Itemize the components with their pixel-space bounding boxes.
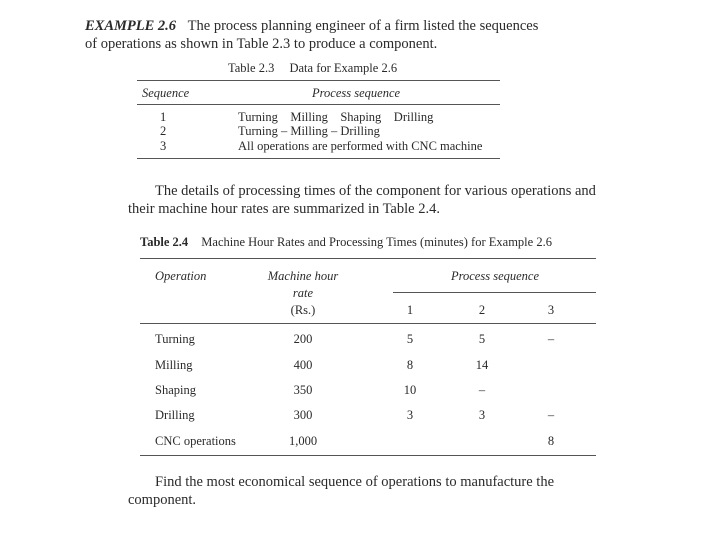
question-line-2: component. bbox=[128, 492, 197, 508]
table-2-4-row-5-rate: 1,000 bbox=[288, 434, 318, 448]
table-2-3-header-rule bbox=[137, 104, 500, 105]
table-2-4-header-seq-2: 2 bbox=[478, 303, 486, 317]
table-2-3-row-1-seq: 1 bbox=[160, 110, 167, 124]
example-line-2: of operations as shown in Table 2.3 to produce a component. bbox=[85, 36, 438, 52]
table-2-3-top-rule bbox=[137, 80, 500, 81]
table-2-4-header-seq-1: 1 bbox=[406, 303, 414, 317]
table-2-4-process-rule bbox=[393, 292, 596, 293]
table-2-4-row-1-s2: 5 bbox=[478, 332, 486, 346]
table-2-4-row-2-rate: 400 bbox=[293, 358, 313, 372]
table-2-4-row-1-s3: – bbox=[547, 332, 555, 346]
table-2-3-header-sequence: Sequence bbox=[142, 86, 190, 100]
table-2-4-row-2-s1: 8 bbox=[406, 358, 414, 372]
table-2-4-row-3-op: Shaping bbox=[155, 383, 196, 397]
table-2-4-header-rule bbox=[140, 323, 596, 324]
table-2-3-bottom-rule bbox=[137, 158, 500, 159]
table-2-4-row-5-op: CNC operations bbox=[155, 434, 236, 448]
table-2-4-header-operation: Operation bbox=[155, 269, 207, 283]
table-2-4-row-2-op: Milling bbox=[155, 358, 193, 372]
table-2-3-row-1-process: Turning Milling Shaping Drilling bbox=[238, 110, 434, 124]
table-2-4-row-2-s2: 14 bbox=[475, 358, 489, 372]
para-2-line-2: their machine hour rates are summarized in Table 2.4. bbox=[128, 201, 440, 217]
table-2-4-header-seq-3: 3 bbox=[547, 303, 555, 317]
table-2-3-row-2-process: Turning – Milling – Drilling bbox=[238, 124, 380, 138]
table-2-4-row-1-rate: 200 bbox=[293, 332, 313, 346]
table-2-3-row-2-seq: 2 bbox=[160, 124, 167, 138]
table-2-4-header-rate-3: (Rs.) bbox=[290, 303, 316, 317]
table-2-4-row-3-rate: 350 bbox=[293, 383, 313, 397]
para-2-line-1: The details of processing times of the component for various operations and bbox=[155, 183, 596, 199]
table-2-4-row-4-s3: – bbox=[547, 408, 555, 422]
table-2-3-caption: Table 2.3 Data for Example 2.6 bbox=[228, 61, 398, 75]
example-text-1: The process planning engineer of a firm listed the sequences bbox=[187, 18, 539, 34]
table-2-3-label: Table 2.3 bbox=[228, 61, 275, 75]
table-2-4-header-process: Process sequence bbox=[450, 269, 540, 283]
table-2-4-row-4-s2: 3 bbox=[478, 408, 486, 422]
table-2-3-row-3-process: All operations are performed with CNC machine bbox=[238, 139, 483, 153]
table-2-4-row-4-s1: 3 bbox=[406, 408, 414, 422]
table-2-4-row-5-s3: 8 bbox=[547, 434, 555, 448]
table-2-4-header-rate-1: Machine hour bbox=[267, 269, 339, 283]
table-2-3-header-process: Process sequence bbox=[312, 86, 401, 100]
table-2-4-row-4-rate: 300 bbox=[293, 408, 313, 422]
example-label: EXAMPLE 2.6 bbox=[85, 18, 177, 34]
table-2-4-row-4-op: Drilling bbox=[155, 408, 195, 422]
table-2-4-header-rate-2: rate bbox=[292, 286, 314, 300]
example-line-1 bbox=[85, 17, 538, 36]
table-2-4-top-rule bbox=[140, 258, 596, 259]
table-2-4-row-3-s1: 10 bbox=[403, 383, 417, 397]
question-line-1: Find the most economical sequence of operations to manufacture the bbox=[155, 474, 555, 490]
table-2-4-label: Table 2.4 bbox=[140, 235, 189, 249]
table-2-4-bottom-rule bbox=[140, 455, 596, 456]
table-2-4-row-1-op: Turning bbox=[155, 332, 195, 346]
table-2-3-row-3-seq: 3 bbox=[160, 139, 167, 153]
table-2-4-row-3-s2: – bbox=[478, 383, 486, 397]
table-2-4-caption: Table 2.4 Machine Hour Rates and Processing Times (minutes) for Example 2.6 bbox=[140, 235, 552, 249]
table-2-4-row-1-s1: 5 bbox=[406, 332, 414, 346]
